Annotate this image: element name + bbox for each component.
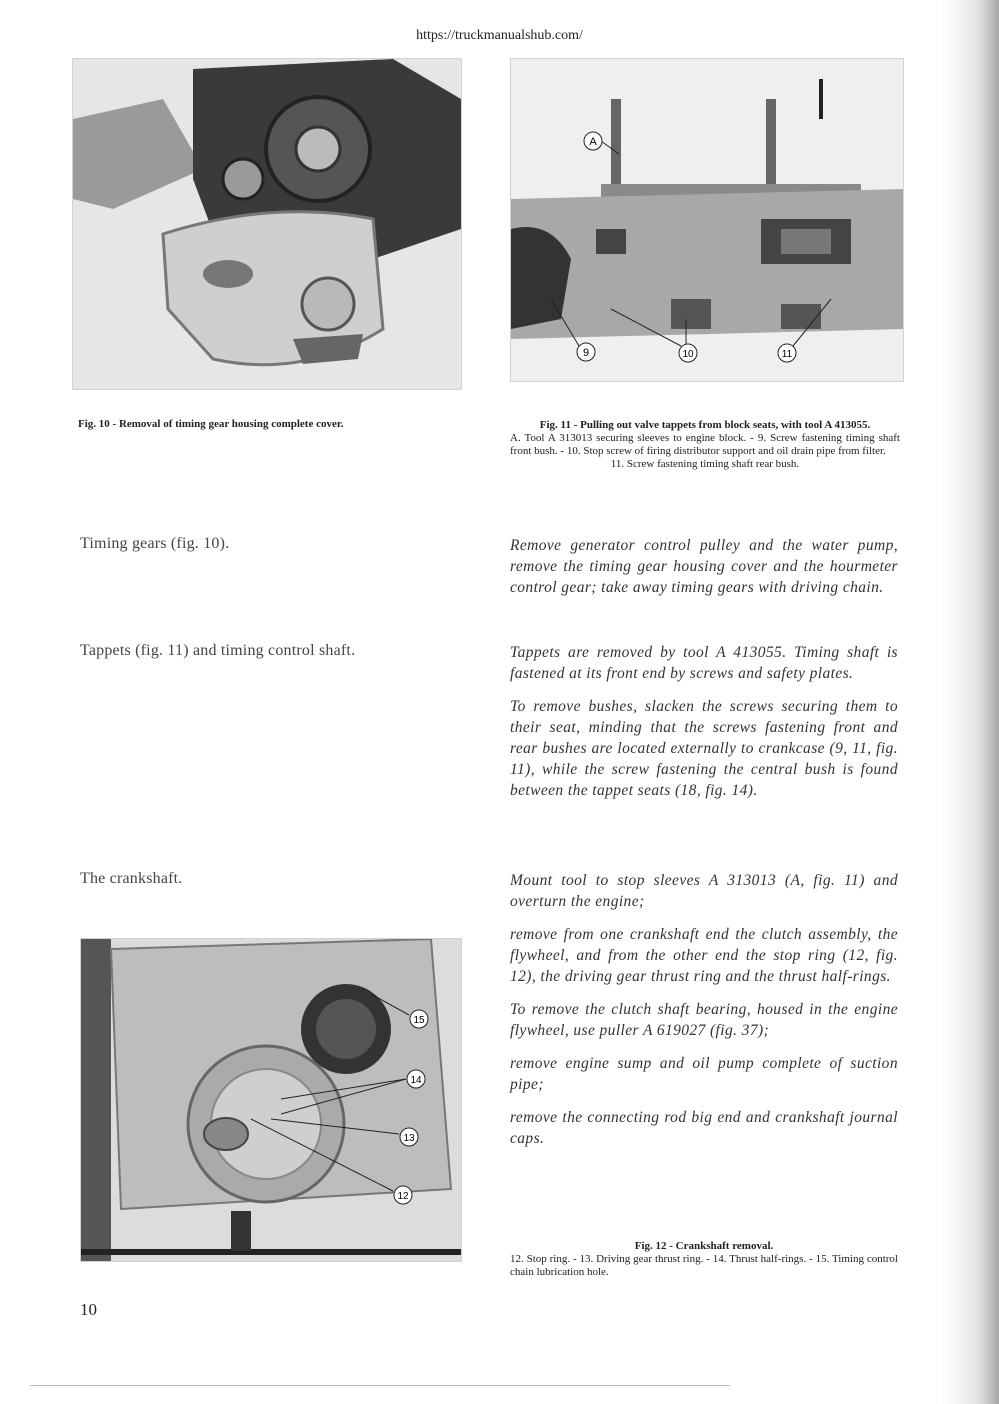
bottom-rule <box>30 1385 730 1386</box>
figure-12-caption <box>510 1240 898 1279</box>
figure-12-callouts <box>81 939 461 1261</box>
timing-gear-housing-image <box>73 59 461 389</box>
figure-12-photo <box>80 938 462 1262</box>
figure-11-title: Fig. 11 - Pulling out valve tappets from block seats, with tool A 413055. <box>539 419 871 431</box>
callout-a-label: A <box>589 136 597 148</box>
figure-11-photo <box>510 58 904 382</box>
section-body-timing-gears <box>510 535 898 610</box>
callout-12-label: 12 <box>397 1191 409 1202</box>
paragraph: To remove bushes, slacken the screws securing them to their seat, minding that the screws fastening front and rear bushes are located externally to crankcase (9, 11, fig. 11), while the screw fastening the central bush is found between the tappet seats (18, fig. 14). <box>510 698 898 799</box>
figure-12-title: Fig. 12 - Crankshaft removal. <box>634 1240 774 1252</box>
figure-10-caption: Fig. 10 - Removal of timing gear housing complete cover. <box>78 418 344 430</box>
scan-edge-shading <box>929 0 999 1404</box>
figure-11-legend: A. Tool A 313013 securing sleeves to engine block. - 9. Screw fastening timing shaft front bush. - 10. Stop screw of firing distributor support and oil drain pipe from filter. <box>510 432 900 457</box>
section-body-tappets <box>510 642 898 813</box>
section-body-crankshaft <box>510 870 898 1161</box>
paragraph: remove the connecting rod big end and crankshaft journal caps. <box>510 1109 898 1147</box>
figure-11-callouts <box>511 59 903 381</box>
callout-10-label: 10 <box>682 349 694 360</box>
source-url: https://truckmanualshub.com/ <box>416 28 583 43</box>
section-label-timing-gears: Timing gears (fig. 10). <box>80 535 230 552</box>
paragraph: To remove the clutch shaft bearing, housed in the engine flywheel, use puller A 619027 (fig. 37); <box>510 1001 898 1039</box>
section-label-crankshaft: The crankshaft. <box>80 870 183 887</box>
callout-15-label: 15 <box>413 1015 425 1026</box>
paragraph: Remove generator control pulley and the water pump, remove the timing gear housing cover and the hourmeter control gear; take away timing gears with driving chain. <box>510 537 898 596</box>
figure-12-legend: 12. Stop ring. - 13. Driving gear thrust ring. - 14. Thrust half-rings. - 15. Timing control chain lubrication hole. <box>510 1253 898 1278</box>
page-number: 10 <box>80 1300 97 1319</box>
callout-13-label: 13 <box>403 1133 415 1144</box>
section-label-tappets: Tappets (fig. 11) and timing control shaft. <box>80 642 356 659</box>
paragraph: Mount tool to stop sleeves A 313013 (A, fig. 11) and overturn the engine; <box>510 872 898 910</box>
callout-9-label: 9 <box>582 347 590 359</box>
paragraph: remove from one crankshaft end the clutch assembly, the flywheel, and from the other end the stop ring (12, fig. 12), the driving gear thrust ring and the thrust half-rings. <box>510 926 898 985</box>
figure-11-legend-last: 11. Screw fastening timing shaft rear bush. <box>610 458 800 470</box>
figure-11-caption <box>510 419 900 471</box>
callout-14-label: 14 <box>410 1075 422 1086</box>
figure-10-photo <box>72 58 462 390</box>
callout-11-label: 11 <box>781 349 793 360</box>
paragraph: Tappets are removed by tool A 413055. Timing shaft is fastened at its front end by screws and safety plates. <box>510 644 898 682</box>
paragraph: remove engine sump and oil pump complete of suction pipe; <box>510 1055 898 1093</box>
